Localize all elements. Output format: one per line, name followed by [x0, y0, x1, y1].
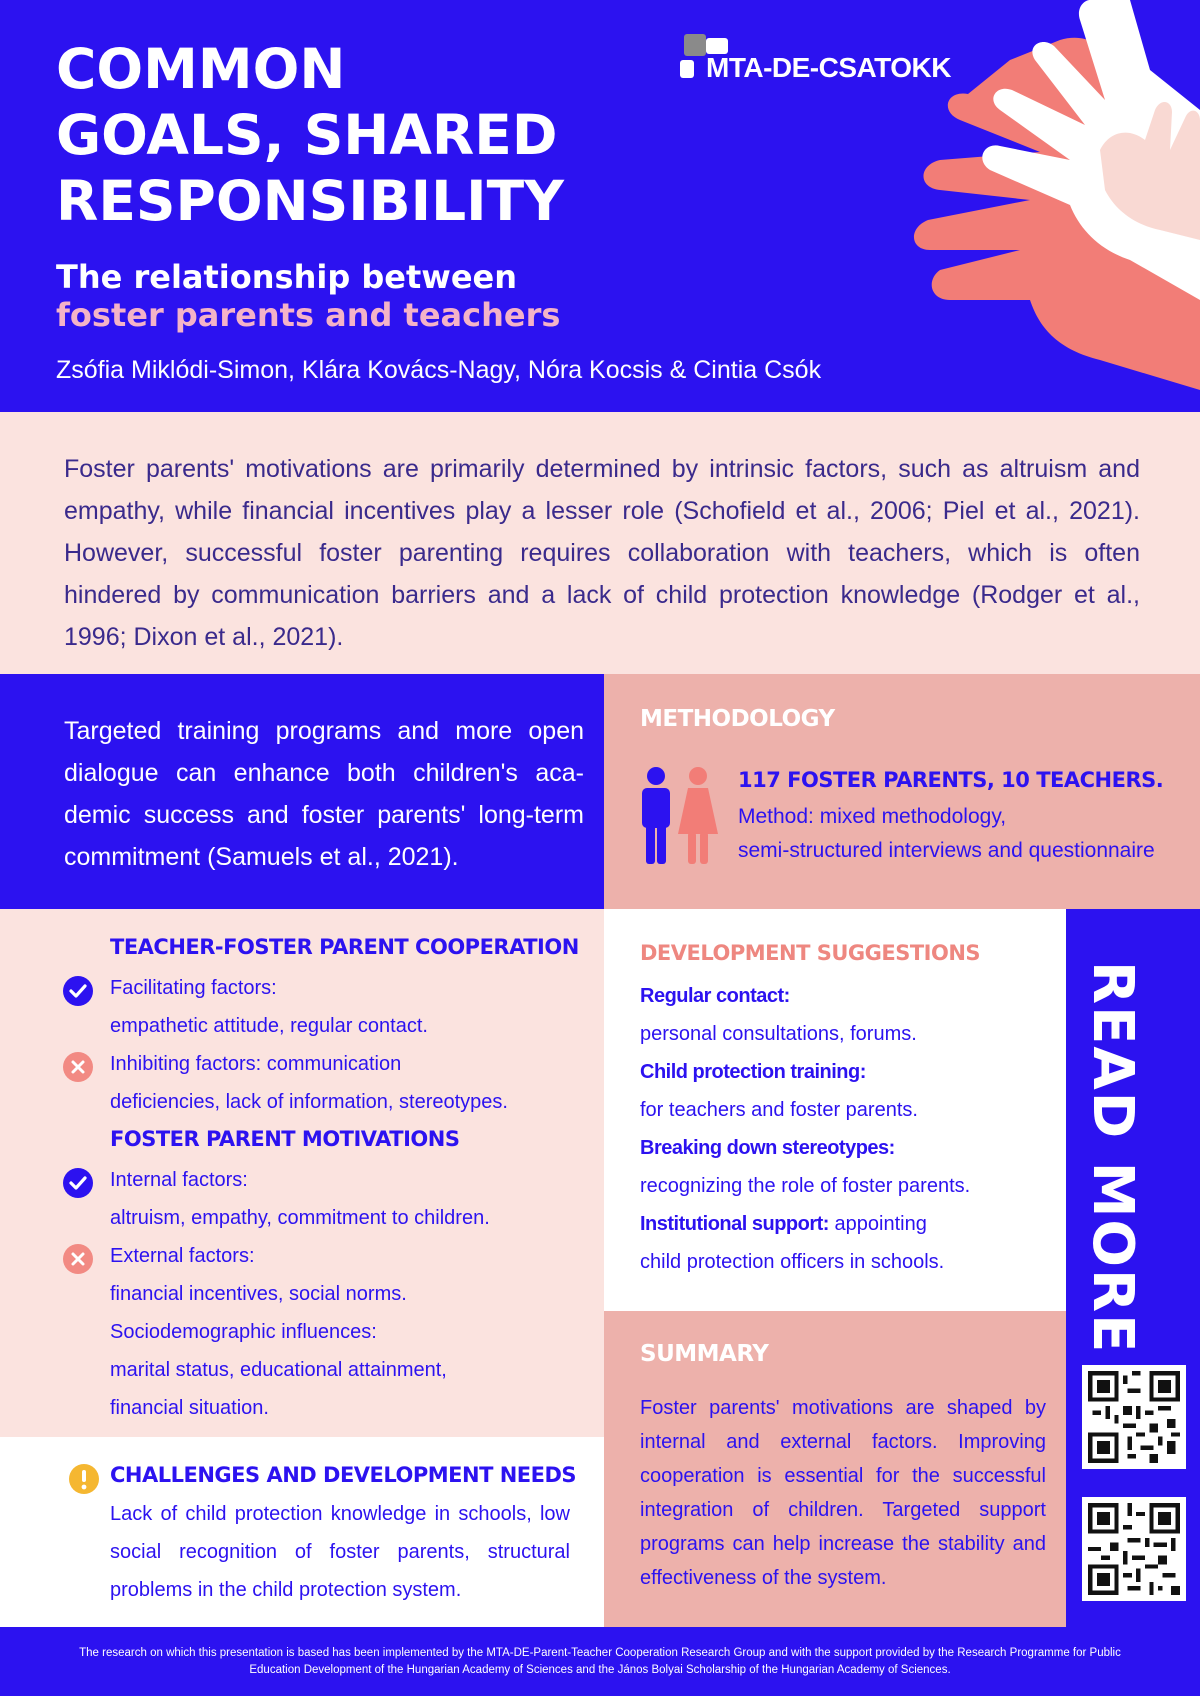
- external-text: financial incentives, social norms.: [110, 1283, 407, 1305]
- title-line-2: GOALS, SHARED: [56, 103, 558, 167]
- socio-line-2: financial situation.: [110, 1397, 269, 1419]
- inhibiting-line-1: Inhibiting factors: communication: [110, 1053, 402, 1075]
- intro-section: [0, 412, 1200, 674]
- methodology-title: METHODOLOGY: [640, 706, 835, 732]
- challenges-text: Lack of child protection knowledge in schools, low social recognition of foster parents, structural problems in the child protection system.: [110, 1503, 570, 1601]
- dev-item-label: Institutional support:: [640, 1213, 829, 1235]
- qr-code-icon[interactable]: [1082, 1497, 1186, 1601]
- development-section: [604, 909, 1066, 1311]
- header: [0, 0, 1200, 412]
- challenges-title: CHALLENGES AND DEVELOPMENT NEEDS: [110, 1463, 577, 1487]
- footer: [0, 1627, 1200, 1696]
- targeted-text: Targeted training programs and more open dialogue can enhance both children's academic success and foster parents' long-term commitment (Samuels et al., 2021).: [64, 717, 584, 871]
- internal-text: altruism, empathy, commitment to children.: [110, 1207, 490, 1229]
- external-label: External factors:: [110, 1245, 255, 1267]
- methodology-headline: 117 FOSTER PARENTS, 10 TEACHERS.: [738, 768, 1164, 792]
- socio-label: Sociodemographic influences:: [110, 1321, 377, 1343]
- male-person-icon: [642, 767, 670, 864]
- subtitle: [56, 258, 560, 334]
- dev-item-text: personal consultations, forums.: [640, 1023, 917, 1045]
- dev-item-label: Child protection training:: [640, 1061, 866, 1083]
- x-circle-icon: [62, 1243, 94, 1275]
- motivations-title: FOSTER PARENT MOTIVATIONS: [110, 1127, 460, 1151]
- footer-text: The research on which this presentation is based has been implemented by the MTA-DE-Parent-Teacher Cooperation Research Group and with the support provided by the Research Programme for Public Education Development of the Hungarian Academy of Sciences and the János Bolyai Scholarship of the Hungarian Academy of Sciences.: [79, 1647, 1121, 1676]
- page-title: [56, 36, 616, 234]
- cooperation-section: [0, 909, 604, 1437]
- facilitating-text: empathetic attitude, regular contact.: [110, 1015, 428, 1037]
- check-circle-icon: [62, 1167, 94, 1199]
- female-person-icon: [678, 767, 718, 864]
- summary-section: [604, 1311, 1066, 1627]
- read-more-column: [1066, 909, 1200, 1627]
- title-line-3: RESPONSIBILITY: [56, 169, 564, 233]
- check-circle-icon: [62, 975, 94, 1007]
- targeted-section: [0, 674, 604, 909]
- methodology-section: [604, 674, 1200, 909]
- qr-code-icon[interactable]: [1082, 1365, 1186, 1469]
- internal-label: Internal factors:: [110, 1169, 248, 1191]
- development-title: DEVELOPMENT SUGGESTIONS: [640, 941, 981, 965]
- subtitle-line-1: The relationship between: [56, 258, 518, 296]
- dev-item-text: child protection officers in schools.: [640, 1251, 945, 1273]
- subtitle-line-2: foster parents and teachers: [56, 296, 561, 334]
- exclamation-circle-icon: [68, 1463, 100, 1495]
- dev-item-inline: appointing: [828, 1213, 927, 1235]
- dev-item-label: Regular contact:: [640, 985, 790, 1007]
- qr-pattern: [1088, 1503, 1180, 1595]
- challenges-section: [0, 1437, 604, 1627]
- summary-text: Foster parents' motivations are shaped by internal and external factors. Improving cooperation is essential for the successful integration of children. Targeted support programs can help increase the stability and effectiveness of the system.: [640, 1397, 1046, 1589]
- inhibiting-line-2: deficiencies, lack of information, stereotypes.: [110, 1091, 508, 1113]
- summary-title: SUMMARY: [640, 1341, 769, 1367]
- authors: Zsófia Miklódi-Simon, Klára Kovács-Nagy, Nóra Kocsis & Cintia Csók: [56, 356, 822, 384]
- dev-item-row: [640, 1205, 1060, 1243]
- socio-line-1: marital status, educational attainment,: [110, 1359, 447, 1381]
- methodology-details: [738, 800, 1155, 868]
- facilitating-label: Facilitating factors:: [110, 977, 277, 999]
- intro-text: Foster parents' motivations are primarily determined by intrinsic factors, such as altruism and empathy, while financial incentives play a lesser role (Schofield et al., 2006; Piel et al., 2021). However, successful foster parenting requires collaboration with teachers, which is often hindered by communication barriers and a lack of child protection knowledge (Rodger et al., 1996; Dixon et al., 2021).: [64, 455, 1140, 651]
- methodology-line-1: Method: mixed methodology,: [738, 805, 1007, 828]
- persons-icon: [638, 766, 718, 866]
- logo-text: MTA-DE-CSATOKK: [706, 52, 951, 83]
- dev-item-text: for teachers and foster parents.: [640, 1099, 918, 1121]
- dev-item-text: recognizing the role of foster parents.: [640, 1175, 971, 1197]
- methodology-line-2: semi-structured interviews and questionnaire: [738, 839, 1155, 862]
- read-more-label: READ MORE: [1080, 961, 1145, 1355]
- x-circle-icon: [62, 1051, 94, 1083]
- cooperation-title: TEACHER-FOSTER PARENT COOPERATION: [110, 935, 579, 959]
- dev-item-label: Breaking down stereotypes:: [640, 1137, 895, 1159]
- title-line-1: COMMON: [56, 37, 346, 101]
- qr-pattern: [1088, 1371, 1180, 1463]
